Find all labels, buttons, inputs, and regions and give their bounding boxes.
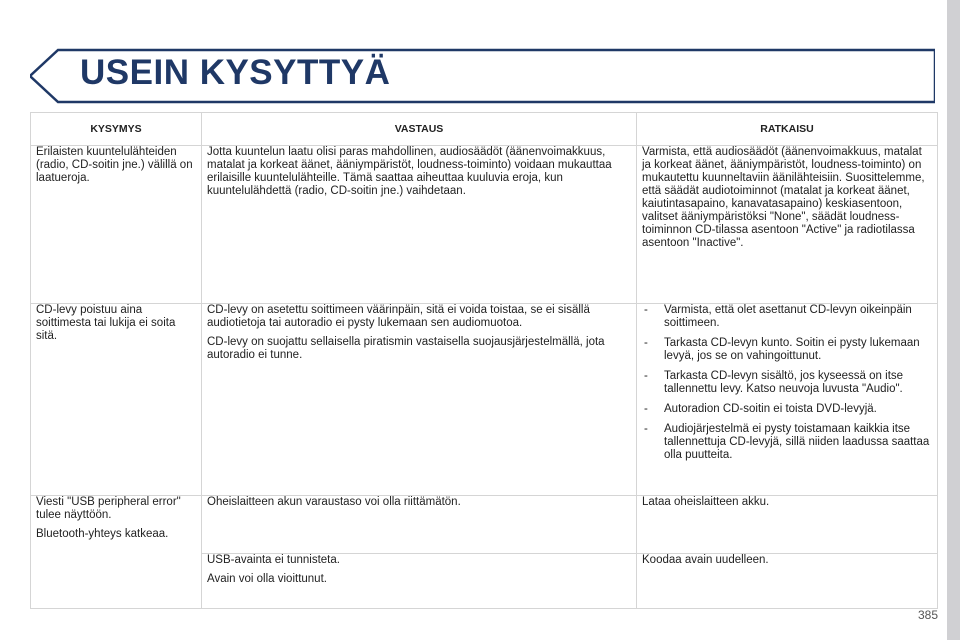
list-item: - Varmista, että olet asettanut CD-levyn oikeinpäin soittimeen. [642,304,932,330]
column-header-question: KYSYMYS [31,113,202,146]
question-text: Bluetooth-yhteys katkeaa. [36,528,169,540]
answer-cell [202,554,637,609]
page-title: USEIN KYSYTTYÄ [80,53,391,92]
solution-cell [637,496,938,554]
question-cell [31,146,202,304]
question-text: CD-levy poistuu aina soittimesta tai lukija ei soita sitä. [36,304,176,342]
column-header-answer: VASTAUS [202,113,637,146]
side-bar [947,0,960,640]
list-item: - Tarkasta CD-levyn kunto. Soitin ei pysty lukemaan levyä, jos se on vahingoittunut. [642,337,932,363]
column-header-solution: RATKAISU [637,113,938,146]
solution-text: Koodaa avain uudelleen. [642,554,769,566]
solution-cell [637,304,938,496]
page-number: 385 [917,608,938,622]
answer-cell [202,146,637,304]
answer-text: Oheislaitteen akun varaustaso voi olla riittämätön. [207,496,461,508]
list-item: - Audiojärjestelmä ei pysty toistamaan kaikkia itse tallennettuja CD-levyjä, sillä niiden laadussa saattaa olla puutteita. [642,423,932,462]
list-item: - Autoradion CD-soitin ei toista DVD-levyjä. [642,403,932,416]
table-row [31,146,938,304]
solution-list [642,304,932,462]
answer-text: CD-levy on suojattu sellaisella piratismin vastaisella suojausjärjestelmällä, jota autoradio ei tunne. [207,336,605,361]
answer-text: USB-avainta ei tunnisteta. [207,554,340,566]
question-cell [31,304,202,496]
answer-text: Jotta kuuntelun laatu olisi paras mahdollinen, audiosäädöt (äänenvoimakkuus, matalat ja korkeat äänet, ääniympäristöt, loudness-toiminto) voidaan mukauttaa erilaisille kuuntelulähteille. Tämä saattaa aiheuttaa kuuluvia eroja, kun kuuntelulähdettä (radio, CD-soitin jne.) vaihdetaan. [207,146,612,197]
solution-text: Lataa oheislaitteen akku. [642,496,770,508]
solution-text: Varmista, että audiosäädöt (äänenvoimakkuus, matalat ja korkeat äänet, ääniympäristöt, loudness-toiminto) on mukautettu kuunneltaviin äänilähteisiin. Suosittelemme, että säädät audiotoiminnot (matalat ja korkeat äänet, kaiutintasapaino, kanavatasapaino) keskiasentoon, valitset ääniympäristöksi "None", säädät loudness-toiminnon CD-tilassa asentoon "Active" ja radiotilassa asentoon "Inactive". [642,146,925,249]
solution-cell [637,554,938,609]
answer-cell [202,496,637,554]
answer-cell [202,304,637,496]
list-item: - Tarkasta CD-levyn sisältö, jos kyseessä on itse tallennettu levy. Katso neuvoja luvusta "Audio". [642,370,932,396]
table-row [31,496,938,554]
table-header-row [31,113,938,146]
question-cell [31,496,202,609]
faq-table [30,112,938,609]
answer-text: CD-levy on asetettu soittimeen väärinpäin, sitä ei voida toistaa, se ei sisällä audiotietoja tai autoradio ei pysty lukemaan sen audiomuotoa. [207,304,590,329]
solution-cell [637,146,938,304]
question-text: Erilaisten kuuntelulähteiden (radio, CD-soitin jne.) välillä on laatueroja. [36,146,193,184]
table-row [31,304,938,496]
answer-text: Avain voi olla vioittunut. [207,573,327,585]
question-text: Viesti "USB peripheral error" tulee näyttöön. [36,496,181,521]
